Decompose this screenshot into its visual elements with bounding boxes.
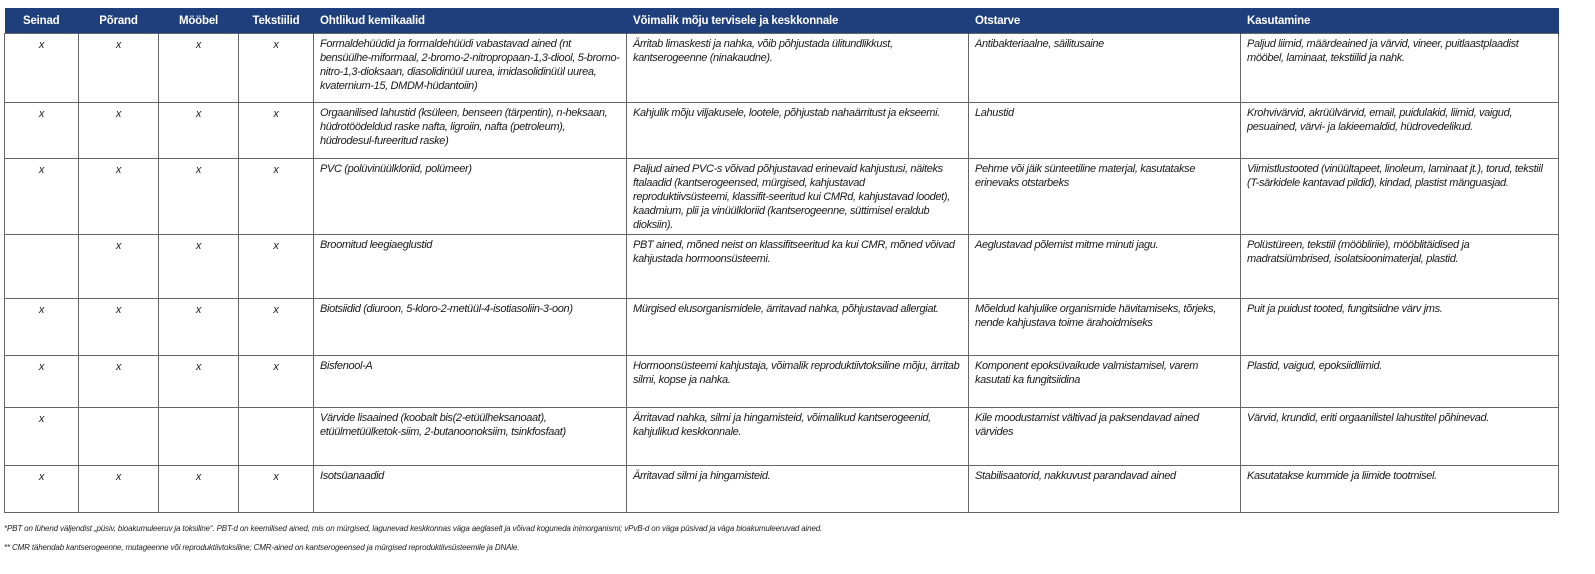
cell-kemikaal: Bisfenool-A <box>314 356 627 408</box>
cell-kemikaal: PVC (polüvinüülkloriid, polümeer) <box>314 159 627 235</box>
cell-moobel: x <box>159 299 239 356</box>
cell-otstarve: Stabilisaatorid, nakkuvust parandavad ained <box>969 466 1241 513</box>
cell-kasutamine: Plastid, vaigud, epoksiidliimid. <box>1241 356 1559 408</box>
cell-tekstiilid: x <box>239 356 314 408</box>
cell-kemikaal: Biotsiidid (diuroon, 5-kloro-2-metüül-4-isotiasoliin-3-oon) <box>314 299 627 356</box>
cell-moobel: x <box>159 466 239 513</box>
cell-porand: x <box>79 466 159 513</box>
cell-moobel: x <box>159 103 239 159</box>
cell-porand: x <box>79 103 159 159</box>
cell-tekstiilid: x <box>239 466 314 513</box>
cell-kemikaal: Formaldehüüdid ja formaldehüüdi vabastavad ained (nt bensüülhe-miformaal, 2-bromo-2-nitropropaan-1,3-diool, 5-bromo-nitro-1,3-dioksaan, diasolidinüül uurea, imidasolidinüül uurea, kvaternium-15, DMDM-hüdantoiin) <box>314 34 627 103</box>
cell-moobel: x <box>159 34 239 103</box>
cell-tekstiilid: x <box>239 159 314 235</box>
cell-porand: x <box>79 299 159 356</box>
cell-otstarve: Pehme või jäik sünteetiline materjal, kasutatakse erinevaks otstarbeks <box>969 159 1241 235</box>
cell-moju: Hormoonsüsteemi kahjustaja, võimalik reproduktiivtoksiline mõju, ärritab silmi, kopse ja nahka. <box>627 356 969 408</box>
cell-kasutamine: Viimistlustooted (vinüültapeet, linoleum, laminaat jt.), torud, tekstiil (T-särkidele kantavad pildid), kindad, plastist mänguasjad. <box>1241 159 1559 235</box>
chemicals-table <box>4 8 1559 513</box>
table-row <box>5 34 1559 103</box>
cell-moju: Ärritab limaskesti ja nahka, võib põhjustada ülitundlikkust, kantserogeenne (ninakaudne). <box>627 34 969 103</box>
cell-moobel: x <box>159 159 239 235</box>
cell-kasutamine: Puit ja puidust tooted, fungitsiidne värv jms. <box>1241 299 1559 356</box>
cell-moobel: x <box>159 235 239 299</box>
table-header-row <box>5 8 1559 34</box>
column-header-kemikaalid: Ohtlikud kemikaalid <box>314 8 627 34</box>
cell-moobel: x <box>159 356 239 408</box>
column-header-tekstiilid: Tekstiilid <box>239 8 314 34</box>
column-header-moobel: Mööbel <box>159 8 239 34</box>
cell-kasutamine: Paljud liimid, määrdeained ja värvid, vineer, puitlaastplaadist mööbel, laminaat, tekstiilid ja nahk. <box>1241 34 1559 103</box>
cell-moju: Ärritavad nahka, silmi ja hingamisteid, võimalikud kantserogeenid, kahjulikud keskkonnale. <box>627 408 969 466</box>
cell-porand: x <box>79 356 159 408</box>
cell-tekstiilid: x <box>239 34 314 103</box>
column-header-porand: Põrand <box>79 8 159 34</box>
footnote-pbt: *PBT on lühend väljendist „püsiv, bioakumuleeruv ja toksiline“. PBT-d on keemilised ained, mis on mürgised, lagunevad keskkonnas väga aeglaselt ja võivad koguneda inimorganismi; vPvB-d on väga püsivad ja väga bioakumuleeruvad ained. <box>4 524 823 533</box>
cell-kemikaal: Broomitud leegiaeglustid <box>314 235 627 299</box>
cell-seinad: x <box>5 356 79 408</box>
cell-tekstiilid: x <box>239 299 314 356</box>
cell-porand <box>79 408 159 466</box>
cell-tekstiilid: x <box>239 235 314 299</box>
cell-porand: x <box>79 159 159 235</box>
cell-otstarve: Mõeldud kahjulike organismide hävitamiseks, tõrjeks, nende kahjustava toime ärahoidmiseks <box>969 299 1241 356</box>
table-row <box>5 356 1559 408</box>
cell-seinad: x <box>5 466 79 513</box>
cell-seinad <box>5 235 79 299</box>
cell-moju: Ärritavad silmi ja hingamisteid. <box>627 466 969 513</box>
column-header-otstarve: Otstarve <box>969 8 1241 34</box>
cell-moju: Paljud ained PVC-s võivad põhjustavad erinevaid kahjustusi, näiteks ftalaadid (kantserogeensed, mürgised, kahjustavad reproduktiivsüsteemi, klassifit-seeritud kui CMRd, kahjustavad loodet), kaadmium, plii ja vinüülkloriid (kantserogeenne, süttimisel eraldub dioksiin). <box>627 159 969 235</box>
cell-otstarve: Lahustid <box>969 103 1241 159</box>
table-row <box>5 299 1559 356</box>
cell-kemikaal: Orgaanilised lahustid (ksüleen, benseen (tärpentin), n-heksaan, hüdrotöödeldud raske nafta, ligroiin, nafta (petroleum), hüdrodesul-fureeritud raske) <box>314 103 627 159</box>
cell-porand: x <box>79 34 159 103</box>
column-header-moju: Võimalik mõju tervisele ja keskkonnale <box>627 8 969 34</box>
footnote-cmr: ** CMR tähendab kantserogeenne, mutageenne või reproduktiivtoksiline; CMR-ained on kantserogeensed ja mürgised reproduktiivsüsteemile ja DNAle. <box>4 543 520 552</box>
cell-kasutamine: Polüstüreen, tekstiil (mööbliriie), mööblitäidised ja madratsiümbrised, isolatsioonimaterjal, plastid. <box>1241 235 1559 299</box>
cell-moobel <box>159 408 239 466</box>
table-row <box>5 103 1559 159</box>
cell-porand: x <box>79 235 159 299</box>
cell-kasutamine: Kasutatakse kummide ja liimide tootmisel. <box>1241 466 1559 513</box>
cell-kemikaal: Värvide lisaained (koobalt bis(2-etüülheksanoaat), etüülmetüülketok-siim, 2-butanoonoksiim, tsinkfosfaat) <box>314 408 627 466</box>
cell-seinad: x <box>5 299 79 356</box>
cell-moju: Kahjulik mõju viljakusele, lootele, põhjustab nahaärritust ja ekseemi. <box>627 103 969 159</box>
table-row <box>5 408 1559 466</box>
cell-moju: PBT ained, mõned neist on klassifitseeritud ka kui CMR, mõned võivad kahjustada hormoonsüsteemi. <box>627 235 969 299</box>
cell-otstarve: Antibakteriaalne, säilitusaine <box>969 34 1241 103</box>
cell-otstarve: Aeglustavad põlemist mitme minuti jagu. <box>969 235 1241 299</box>
cell-otstarve: Kile moodustamist vältivad ja paksendavad ained värvides <box>969 408 1241 466</box>
column-header-seinad: Seinad <box>5 8 79 34</box>
cell-seinad: x <box>5 34 79 103</box>
chemicals-table-container <box>4 8 1558 513</box>
cell-kasutamine: Krohvivärvid, akrüülvärvid, email, puidulakid, liimid, vaigud, pesuained, värvi- ja lakieemaldid, hüdrovedelikud. <box>1241 103 1559 159</box>
table-row <box>5 159 1559 235</box>
table-row <box>5 466 1559 513</box>
cell-tekstiilid <box>239 408 314 466</box>
cell-seinad: x <box>5 159 79 235</box>
cell-seinad: x <box>5 103 79 159</box>
cell-tekstiilid: x <box>239 103 314 159</box>
cell-kemikaal: Isotsüanaadid <box>314 466 627 513</box>
cell-kasutamine: Värvid, krundid, eriti orgaanilistel lahustitel põhinevad. <box>1241 408 1559 466</box>
cell-otstarve: Komponent epoksüvaikude valmistamisel, varem kasutati ka fungitsiidina <box>969 356 1241 408</box>
column-header-kasutamine: Kasutamine <box>1241 8 1559 34</box>
table-row <box>5 235 1559 299</box>
cell-moju: Mürgised elusorganismidele, ärritavad nahka, põhjustavad allergiat. <box>627 299 969 356</box>
cell-seinad: x <box>5 408 79 466</box>
